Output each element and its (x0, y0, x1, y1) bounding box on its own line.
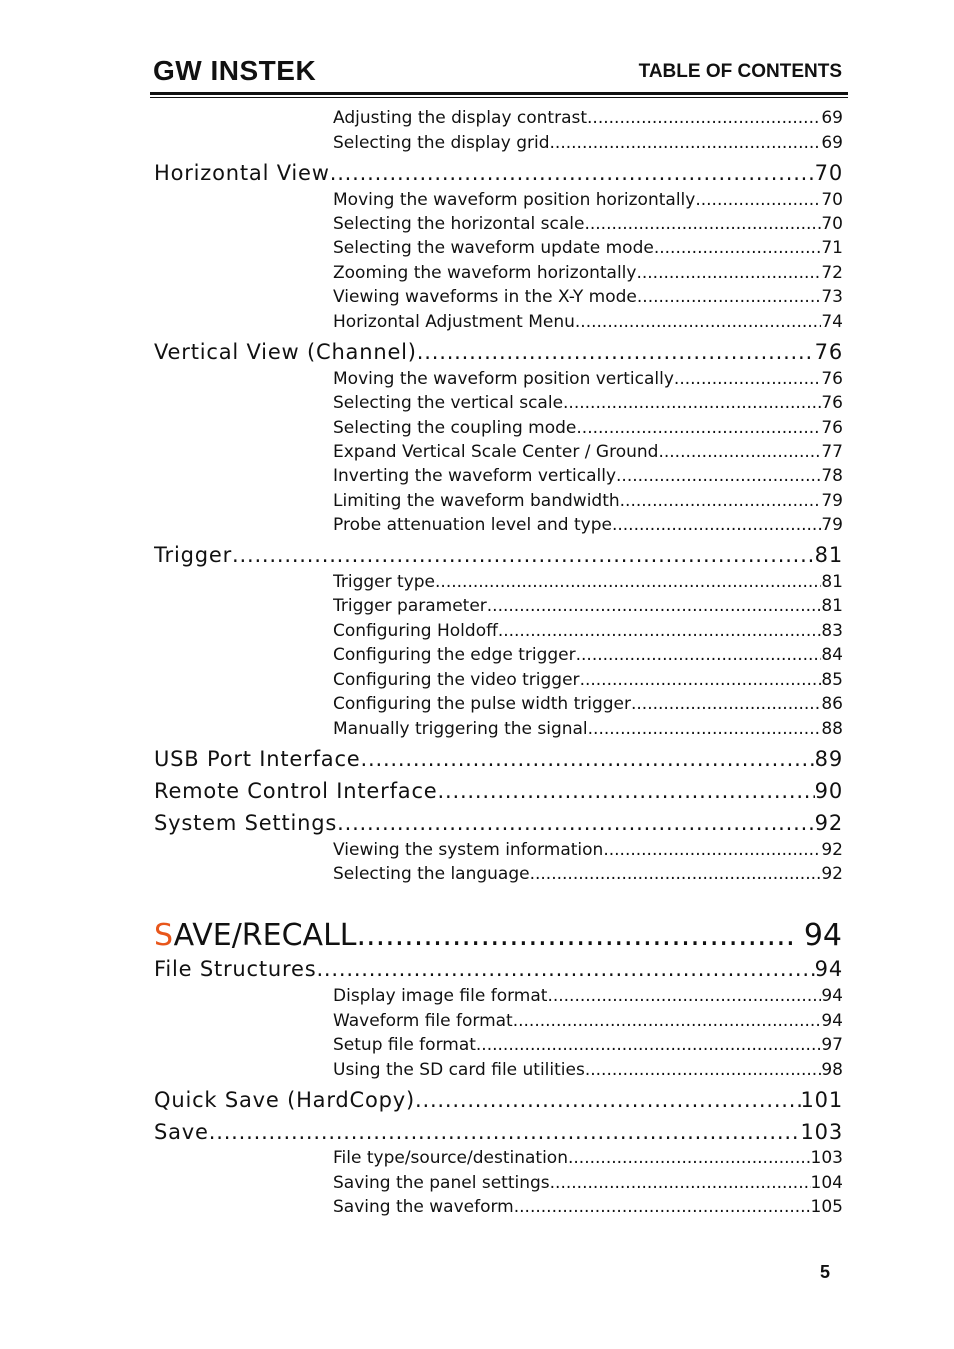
toc-entry-title: Selecting the vertical scale (333, 393, 564, 413)
toc-subsection-entry[interactable] (333, 596, 843, 616)
toc-entry-title: Moving the waveform position horizontally (333, 190, 696, 210)
toc-entry-title: Configuring Holdoff (333, 621, 498, 641)
toc-subsection-entry[interactable] (333, 986, 843, 1006)
toc-leader-dots (568, 1148, 811, 1168)
toc-leader-dots (584, 214, 821, 234)
toc-entry-title: Viewing waveforms in the X-Y mode (333, 287, 637, 307)
toc-leader-dots (550, 133, 822, 153)
toc-subsection-entry[interactable] (333, 369, 843, 389)
toc-page-number: 70 (821, 190, 843, 210)
toc-entry-title: Adjusting the display contrast (333, 108, 588, 128)
toc-entry-title: Inverting the waveform vertically (333, 466, 617, 486)
toc-leader-dots (513, 1011, 822, 1031)
toc-chapter-initial: S (154, 918, 174, 953)
toc-leader-dots (612, 515, 821, 535)
page-number: 5 (820, 1262, 831, 1282)
toc-leader-dots (587, 108, 821, 128)
toc-subsection-entry[interactable] (333, 645, 843, 665)
toc-subsection-entry[interactable] (333, 1060, 843, 1080)
toc-page-number: 72 (821, 263, 843, 283)
toc-page-number: 103 (800, 1120, 843, 1144)
toc-subsection-entry[interactable] (333, 840, 843, 860)
toc-entry-title: Waveform file format (333, 1011, 513, 1031)
header-rule-thin (150, 97, 848, 98)
header-rule-thick (150, 92, 848, 95)
toc-entry-title: Selecting the language (333, 864, 530, 884)
toc-section-entry[interactable] (154, 747, 843, 771)
toc-page-number: 90 (814, 779, 843, 803)
toc-subsection-entry[interactable] (333, 670, 843, 690)
toc-page-number: 94 (821, 1011, 843, 1031)
toc-subsection-entry[interactable] (333, 133, 843, 153)
toc-subsection-entry[interactable] (333, 442, 843, 462)
toc-leader-dots (575, 312, 821, 332)
toc-page-number: 104 (810, 1173, 843, 1193)
toc-page-number: 88 (821, 719, 843, 739)
toc-entry-title: Saving the panel settings (333, 1173, 550, 1193)
toc-page-number: 69 (821, 133, 843, 153)
toc-entry-title: File type/source/destination (333, 1148, 568, 1168)
toc-page-number: 89 (814, 747, 843, 771)
toc-section-entry[interactable] (154, 161, 843, 185)
toc-subsection-entry[interactable] (333, 572, 843, 592)
toc-leader-dots (636, 263, 821, 283)
toc-leader-dots (603, 840, 821, 860)
toc-entry-title: Configuring the pulse width trigger (333, 694, 631, 714)
toc-subsection-entry[interactable] (333, 108, 843, 128)
toc-page-number: 71 (821, 238, 843, 258)
toc-entry-title: File Structures (154, 957, 317, 981)
toc-page-number: 73 (821, 287, 843, 307)
toc-page-number: 84 (821, 645, 843, 665)
toc-leader-dots (232, 543, 815, 567)
toc-subsection-entry[interactable] (333, 418, 843, 438)
toc-chapter-entry[interactable] (154, 918, 842, 953)
toc-entry-title: Configuring the video trigger (333, 670, 580, 690)
toc-entry-title: Horizontal View (154, 161, 330, 185)
toc-page-number: 85 (821, 670, 843, 690)
toc-page-number: 105 (810, 1197, 843, 1217)
toc-page-number: 92 (821, 864, 843, 884)
toc-subsection-entry[interactable] (333, 393, 843, 413)
toc-entry-title: Trigger (154, 543, 233, 567)
toc-entry-title: Quick Save (HardCopy) (154, 1088, 415, 1112)
toc-entry-title (154, 918, 357, 953)
toc-subsection-entry[interactable] (333, 214, 843, 234)
toc-leader-dots (580, 670, 822, 690)
toc-leader-dots (415, 1088, 801, 1112)
toc-section-entry[interactable] (154, 957, 843, 981)
toc-leader-dots (530, 864, 822, 884)
toc-section-entry[interactable] (154, 1120, 843, 1144)
brand-logo: GW INSTEK (153, 55, 317, 86)
toc-page-number: 77 (821, 442, 843, 462)
toc-entry-title: System Settings (154, 811, 338, 835)
toc-page-number: 81 (821, 572, 843, 592)
toc-subsection-entry[interactable] (333, 1011, 843, 1031)
toc-page-number: 74 (821, 312, 843, 332)
toc-leader-dots (438, 779, 815, 803)
toc-entry-title: Selecting the coupling mode (333, 418, 577, 438)
toc-leader-dots (361, 747, 815, 771)
toc-page-number: 94 (814, 957, 843, 981)
toc-entry-title: Remote Control Interface (154, 779, 438, 803)
toc-leader-dots (576, 645, 822, 665)
toc-subsection-entry[interactable] (333, 190, 843, 210)
toc-leader-dots (476, 1035, 821, 1055)
toc-page-number: 92 (821, 840, 843, 860)
toc-page-number: 76 (821, 418, 843, 438)
toc-section-entry[interactable] (154, 1088, 843, 1112)
toc-page-number: 103 (810, 1148, 843, 1168)
toc-leader-dots (576, 418, 821, 438)
toc-entry-title: USB Port Interface (154, 747, 361, 771)
toc-page-number: 70 (821, 214, 843, 234)
toc-page-number: 69 (821, 108, 843, 128)
toc-leader-dots (563, 393, 821, 413)
toc-entry-title: Probe attenuation level and type (333, 515, 612, 535)
toc-subsection-entry[interactable] (333, 491, 843, 511)
toc-entry-title: Expand Vertical Scale Center / Ground (333, 442, 659, 462)
toc-leader-dots (658, 442, 821, 462)
toc-page-number: 79 (821, 515, 843, 535)
toc-leader-dots (695, 190, 821, 210)
toc-entry-title: Vertical View (Channel) (154, 340, 417, 364)
toc-entry-title: Trigger parameter (333, 596, 487, 616)
toc-section-entry[interactable] (154, 779, 843, 803)
toc-leader-dots (209, 1120, 801, 1144)
toc-leader-dots (674, 369, 821, 389)
toc-entry-title: Using the SD card file utilities (333, 1060, 585, 1080)
toc-entry-title: Horizontal Adjustment Menu (333, 312, 575, 332)
toc-entry-title: Trigger type (333, 572, 436, 592)
toc-leader-dots (417, 340, 815, 364)
toc-leader-dots (631, 694, 821, 714)
toc-leader-dots (616, 466, 821, 486)
toc-entry-title: Saving the waveform (333, 1197, 514, 1217)
toc-leader-dots (654, 238, 822, 258)
toc-leader-dots (316, 957, 814, 981)
toc-page-number: 81 (821, 596, 843, 616)
toc-leader-dots (330, 161, 815, 185)
toc-subsection-entry[interactable] (333, 694, 843, 714)
toc-leader-dots (357, 918, 794, 953)
toc-entry-title: Moving the waveform position vertically (333, 369, 674, 389)
toc-subsection-entry[interactable] (333, 1035, 843, 1055)
toc-entry-title: Save (154, 1120, 209, 1144)
toc-subsection-entry[interactable] (333, 719, 843, 739)
toc-leader-dots (498, 621, 822, 641)
toc-page-number: 94 (803, 918, 842, 953)
toc-leader-dots (550, 1173, 811, 1193)
toc-entry-title: Zooming the waveform horizontally (333, 263, 637, 283)
toc-subsection-entry[interactable] (333, 1148, 843, 1168)
toc-leader-dots (487, 596, 822, 616)
toc-section-entry[interactable] (154, 543, 843, 567)
toc-page-number: 76 (821, 369, 843, 389)
toc-page-number: 97 (821, 1035, 843, 1055)
toc-leader-dots (585, 1060, 822, 1080)
toc-leader-dots (547, 986, 821, 1006)
toc-section-entry[interactable] (154, 811, 843, 835)
toc-subsection-entry[interactable] (333, 621, 843, 641)
toc-entry-title: Viewing the system information (333, 840, 604, 860)
toc-entry-title: Display image file format (333, 986, 548, 1006)
toc-page-number: 76 (814, 340, 843, 364)
toc-subsection-entry[interactable] (333, 1197, 843, 1217)
toc-page-number: 83 (821, 621, 843, 641)
toc-leader-dots (514, 1197, 811, 1217)
toc-entry-title: Manually triggering the signal (333, 719, 588, 739)
toc-entry-title: Selecting the horizontal scale (333, 214, 585, 234)
toc-section-entry[interactable] (154, 340, 843, 364)
toc-leader-dots (620, 491, 822, 511)
toc-leader-dots (435, 572, 821, 592)
toc-subsection-entry[interactable] (333, 864, 843, 884)
toc-page-number: 101 (800, 1088, 843, 1112)
toc-subsection-entry[interactable] (333, 238, 843, 258)
toc-entry-title: Setup file format (333, 1035, 476, 1055)
toc-entry-title: Limiting the waveform bandwidth (333, 491, 620, 511)
toc-page-number: 70 (814, 161, 843, 185)
toc-subsection-entry[interactable] (333, 1173, 843, 1193)
header-title: TABLE OF CONTENTS (638, 61, 842, 82)
toc-subsection-entry[interactable] (333, 515, 843, 535)
toc-page-number: 79 (821, 491, 843, 511)
toc-entry-title: Selecting the waveform update mode (333, 238, 654, 258)
toc-page-number: 86 (821, 694, 843, 714)
toc-entry-title: Selecting the display grid (333, 133, 550, 153)
toc-leader-dots (637, 287, 821, 307)
toc-subsection-entry[interactable] (333, 263, 843, 283)
toc-entry-title: Configuring the edge trigger (333, 645, 576, 665)
toc-page-number: 94 (821, 986, 843, 1006)
toc-subsection-entry[interactable] (333, 466, 843, 486)
toc-page-number: 81 (814, 543, 843, 567)
toc-page-number: 98 (821, 1060, 843, 1080)
toc-leader-dots (337, 811, 815, 835)
toc-chapter-title-rest: AVE/RECALL (173, 918, 357, 953)
toc-subsection-entry[interactable] (333, 287, 843, 307)
toc-page-number: 92 (814, 811, 843, 835)
toc-page-number: 76 (821, 393, 843, 413)
toc-page-number: 78 (821, 466, 843, 486)
toc-subsection-entry[interactable] (333, 312, 843, 332)
toc-leader-dots (588, 719, 822, 739)
